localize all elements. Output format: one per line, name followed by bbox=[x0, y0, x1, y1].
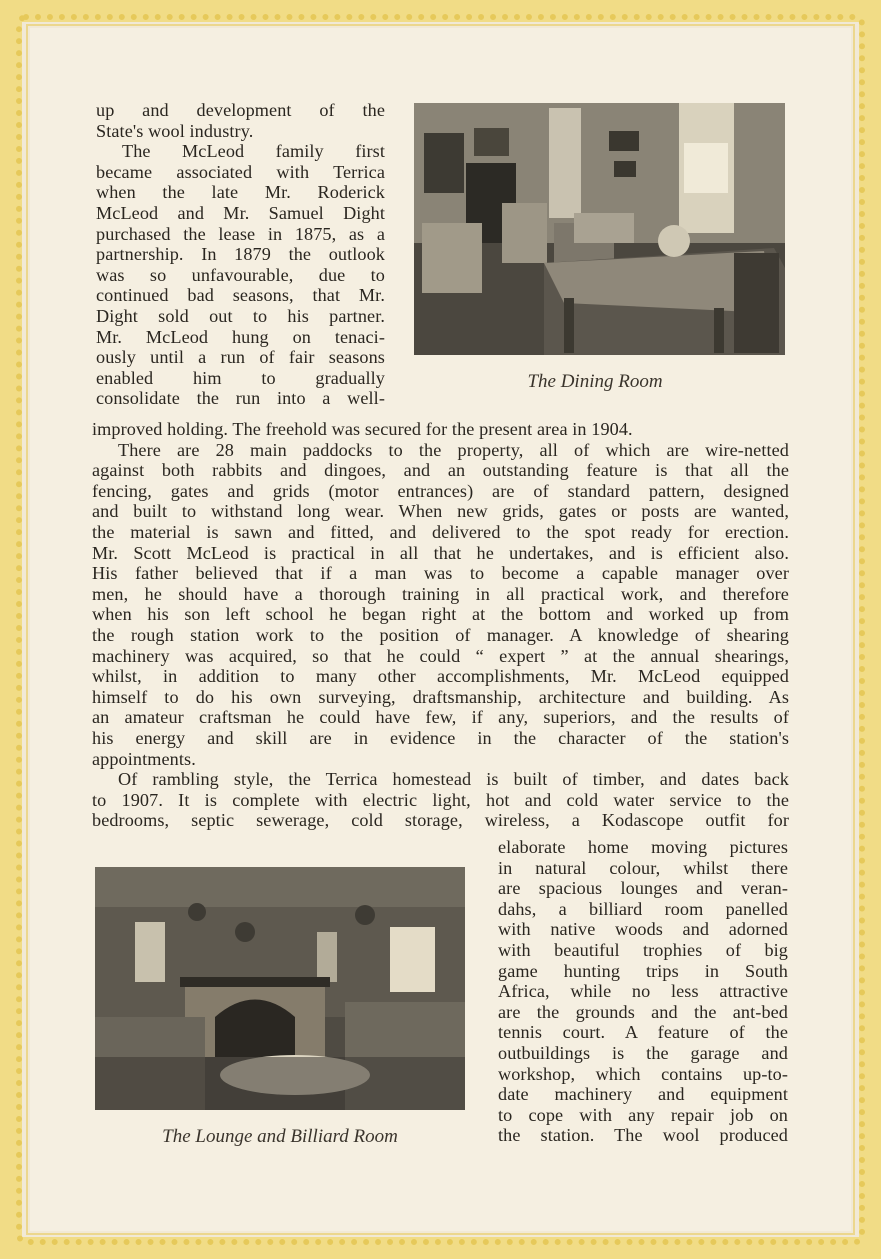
text-line: game hunting trips in South bbox=[498, 960, 788, 981]
text-line: with native woods and adorned bbox=[498, 919, 788, 940]
text-line: appointments. bbox=[92, 748, 196, 769]
text-line: when his son left school he began right at the bottom and worked up from bbox=[92, 604, 789, 625]
text-line: the station. The wool produced bbox=[498, 1125, 788, 1146]
text-line: purchased the lease in 1875, as a bbox=[96, 223, 385, 244]
text-line: outbuildings is the garage and bbox=[498, 1042, 788, 1063]
text-line: machinery was acquired, so that he could “ expert ” at the annual shearings, bbox=[92, 645, 789, 666]
dining-room-photo bbox=[414, 103, 785, 355]
text-line: himself to do his own surveying, draftsmanship, architecture and building. As bbox=[92, 686, 789, 707]
text-line: an amateur craftsman he could have few, if any, superiors, and the results of bbox=[92, 707, 789, 728]
text-line: His father believed that if a man was to become a capable manager over bbox=[92, 563, 789, 584]
text-line: partnership. In 1879 the outlook bbox=[96, 244, 385, 265]
text-line: State's wool industry. bbox=[96, 120, 254, 141]
text-line: dahs, a billiard room panelled bbox=[498, 898, 788, 919]
text-line: tennis court. A feature of the bbox=[498, 1022, 788, 1043]
text-line: men, he should have a thorough training in all practical work, and therefore bbox=[92, 583, 789, 604]
text-line: and built to withstand long wear. When new grids, gates or posts are wanted, bbox=[92, 501, 789, 522]
text-line: date machinery and equipment bbox=[498, 1084, 788, 1105]
text-line: to cope with any repair job on bbox=[498, 1104, 788, 1125]
text-line: Mr. Scott McLeod is practical in all that he undertakes, and is efficient also. bbox=[92, 542, 789, 563]
text-line: Dight sold out to his partner. bbox=[96, 305, 385, 326]
full-width-text bbox=[92, 419, 789, 831]
text-line: The McLeod family first bbox=[122, 141, 385, 162]
text-line: are spacious lounges and veran- bbox=[498, 878, 788, 899]
text-line: was so unfavourable, due to bbox=[96, 264, 385, 285]
lounge-billiard-room-photo bbox=[95, 867, 465, 1110]
text-line: bedrooms, septic sewerage, cold storage, wireless, a Kodascope outfit for bbox=[92, 810, 789, 831]
text-line: with beautiful trophies of big bbox=[498, 939, 788, 960]
right-column-text bbox=[498, 837, 788, 1146]
text-line: Africa, while no less attractive bbox=[498, 981, 788, 1002]
text-line: when the late Mr. Roderick bbox=[96, 182, 385, 203]
dining-room-caption: The Dining Room bbox=[527, 371, 663, 392]
text-line: his energy and skill are in evidence in the character of the station's bbox=[92, 727, 789, 748]
text-line: up and development of the bbox=[96, 100, 385, 120]
text-line: consolidate the run into a well- bbox=[96, 388, 385, 409]
text-line: McLeod and Mr. Samuel Dight bbox=[96, 202, 385, 223]
text-line: whilst, in addition to many other accomplishments, Mr. McLeod equipped bbox=[92, 666, 789, 687]
text-line: became associated with Terrica bbox=[96, 161, 385, 182]
text-line: fencing, gates and grids (motor entrances) are of standard pattern, designed bbox=[92, 480, 789, 501]
text-line: to 1907. It is complete with electric light, hot and cold water service to the bbox=[92, 789, 789, 810]
text-line: Of rambling style, the Terrica homestead is built of timber, and dates back bbox=[118, 769, 789, 790]
text-line: are the grounds and the ant-bed bbox=[498, 1001, 788, 1022]
text-line: in natural colour, whilst there bbox=[498, 857, 788, 878]
text-line: continued bad seasons, that Mr. bbox=[96, 285, 385, 306]
left-column-text bbox=[96, 100, 385, 409]
text-line: Mr. McLeod hung on tenaci- bbox=[96, 326, 385, 347]
text-line: ously until a run of fair seasons bbox=[96, 347, 385, 368]
text-line: the rough station work to the position of manager. A knowledge of shearing bbox=[92, 624, 789, 645]
text-line: workshop, which contains up-to- bbox=[498, 1063, 788, 1084]
lounge-caption: The Lounge and Billiard Room bbox=[162, 1126, 398, 1147]
text-line: enabled him to gradually bbox=[96, 367, 385, 388]
text-line: elaborate home moving pictures bbox=[498, 837, 788, 857]
text-line: the material is sawn and fitted, and delivered to the spot ready for erection. bbox=[92, 521, 789, 542]
text-line: improved holding. The freehold was secured for the present area in 1904. bbox=[92, 419, 633, 439]
text-line: There are 28 main paddocks to the property, all of which are wire-netted bbox=[118, 439, 789, 460]
text-line: against both rabbits and dingoes, and an outstanding feature is that all the bbox=[92, 460, 789, 481]
